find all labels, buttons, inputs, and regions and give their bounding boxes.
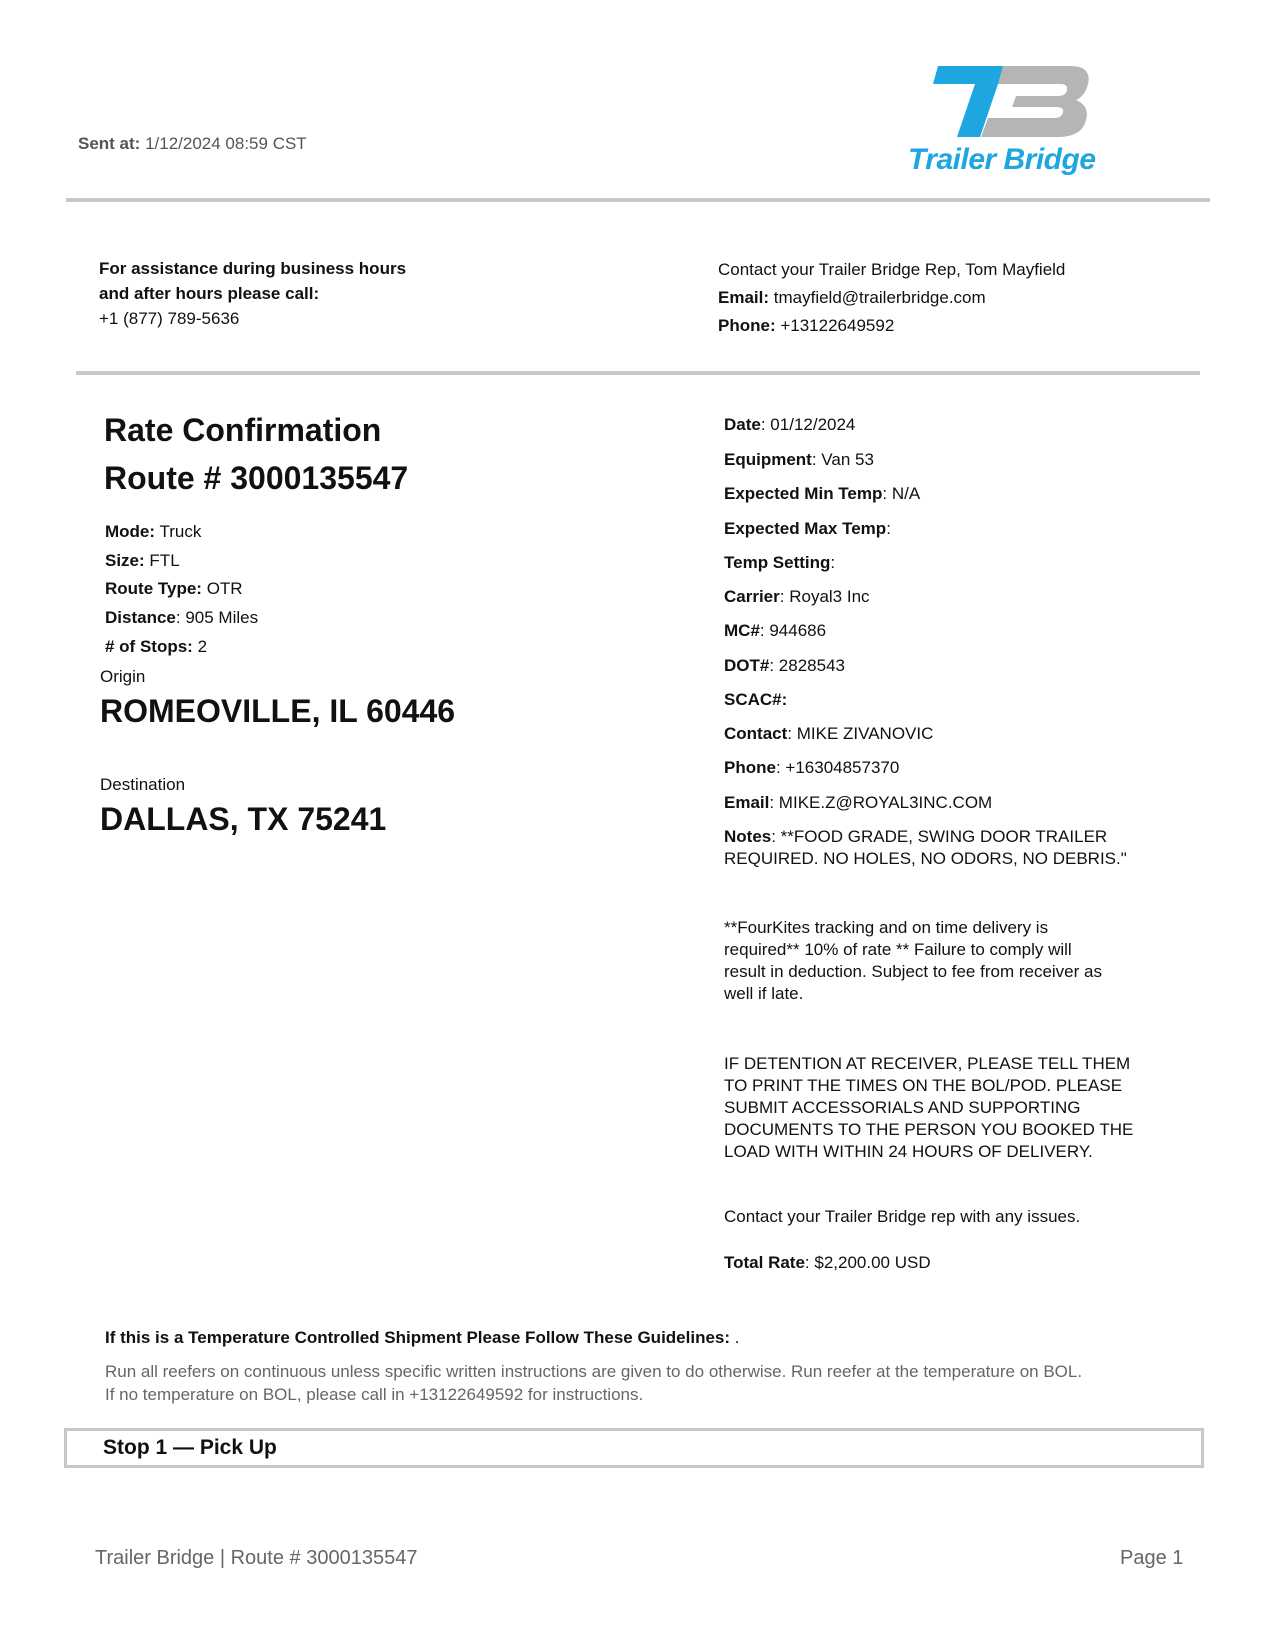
- rep-intro: Contact your Trailer Bridge Rep, Tom Mayfield: [718, 260, 1066, 279]
- assistance-line-1: For assistance during business hours: [99, 259, 407, 278]
- carrier-value: : Royal3 Inc: [779, 587, 870, 606]
- distance-label: Distance: [105, 608, 176, 628]
- size-value: FTL: [149, 550, 180, 570]
- mc-label: MC#: [724, 621, 760, 640]
- origin-value: ROMEOVILLE, IL 60446: [100, 693, 456, 729]
- detention-line: LOAD WITH WITHIN 24 HOURS OF DELIVERY.: [724, 1142, 1093, 1161]
- route-type-value: OTR: [206, 579, 243, 599]
- contact-value: : MIKE ZIVANOVIC: [787, 724, 934, 743]
- max-temp-label: Expected Max Temp: [724, 519, 887, 538]
- max-temp-row: [724, 519, 891, 539]
- temperature-line-2: If no temperature on BOL, please call in +13122649592 for instructions.: [105, 1385, 644, 1404]
- min-temp-row: [724, 484, 920, 504]
- min-temp-label: Expected Min Temp: [724, 484, 883, 503]
- total-rate-row: [724, 1253, 931, 1273]
- rep-email[interactable]: tmayfield@trailerbridge.com: [773, 288, 986, 307]
- rep-phone: +13122649592: [780, 316, 895, 335]
- destination-label: Destination: [100, 775, 186, 794]
- size-label: Size:: [105, 550, 145, 570]
- temperature-heading-suffix: .: [730, 1328, 740, 1347]
- equipment-label: Equipment: [724, 450, 812, 469]
- email-value: : MIKE.Z@ROYAL3INC.COM: [769, 793, 993, 812]
- equipment-row: [724, 450, 874, 470]
- notes-line-1: : **FOOD GRADE, SWING DOOR TRAILER: [771, 827, 1108, 846]
- dot-row: [724, 656, 845, 676]
- stops-label: # of Stops:: [105, 636, 193, 656]
- date-value: : 01/12/2024: [760, 415, 856, 434]
- temperature-guidelines-body: [105, 1360, 1185, 1406]
- date-row: [724, 415, 855, 435]
- fourkites-line: well if late.: [724, 984, 804, 1003]
- notes: [724, 826, 1164, 870]
- page-title: Rate Confirmation: [104, 412, 382, 448]
- max-temp-value: :: [886, 519, 891, 538]
- route-number: Route # 3000135547: [104, 460, 409, 496]
- route-details: [105, 518, 258, 662]
- fourkites-line: **FourKites tracking and on time delivery is: [724, 918, 1049, 937]
- sent-at: [78, 134, 307, 154]
- mode-value: Truck: [159, 522, 202, 541]
- date-label: Date: [724, 415, 761, 434]
- total-rate-label: Total Rate: [724, 1253, 805, 1272]
- total-rate-value: : $2,200.00 USD: [804, 1253, 931, 1272]
- assistance-block: [99, 256, 406, 331]
- phone-label: Phone: [724, 758, 776, 777]
- distance-value: : 905 Miles: [175, 608, 259, 628]
- notes-label: Notes: [724, 827, 772, 846]
- detention-note: [724, 1053, 1164, 1163]
- detention-line: TO PRINT THE TIMES ON THE BOL/POD. PLEASE: [724, 1076, 1123, 1095]
- temperature-guidelines-heading: [105, 1328, 740, 1348]
- carrier-label: Carrier: [724, 587, 780, 606]
- temp-setting-row: [724, 553, 835, 573]
- carrier-row: [724, 587, 870, 607]
- divider-middle: [76, 371, 1200, 375]
- sent-at-value: 1/12/2024 08:59 CST: [145, 134, 307, 153]
- scac-label: SCAC#:: [724, 690, 788, 709]
- contact-label: Contact: [724, 724, 788, 743]
- detention-line: SUBMIT ACCESSORIALS AND SUPPORTING: [724, 1098, 1081, 1117]
- temperature-heading-text: If this is a Temperature Controlled Shipment Please Follow These Guidelines:: [105, 1328, 731, 1347]
- temp-setting-value: :: [830, 553, 836, 572]
- stops-value: 2: [197, 636, 208, 656]
- destination-value: DALLAS, TX 75241: [100, 801, 387, 837]
- stop-title: Stop 1 — Pick Up: [103, 1436, 277, 1459]
- contact-rep-note: Contact your Trailer Bridge rep with any issues.: [724, 1207, 1081, 1226]
- origin-label: Origin: [100, 667, 146, 686]
- mode-label: Mode:: [105, 522, 156, 541]
- footer-route: Trailer Bridge | Route # 3000135547: [95, 1547, 418, 1569]
- assistance-line-2: and after hours please call:: [99, 284, 320, 303]
- scac-row: [724, 690, 787, 710]
- route-type-label: Route Type:: [105, 579, 202, 599]
- temperature-line-1: Run all reefers on continuous unless specific written instructions are given to do otherwise. Run reefer at the temperature on BOL.: [105, 1362, 1083, 1381]
- phone-value: : +16304857370: [775, 758, 900, 777]
- contact-row: [724, 724, 933, 744]
- temp-setting-label: Temp Setting: [724, 553, 831, 572]
- fourkites-line: result in deduction. Subject to fee from receiver as: [724, 962, 1102, 981]
- footer-page-number: Page 1: [1120, 1547, 1184, 1569]
- sent-at-label: Sent at:: [78, 134, 141, 153]
- equipment-value: : Van 53: [811, 450, 874, 469]
- logo-wordmark: Trailer Bridge: [908, 143, 1096, 176]
- fourkites-note: [724, 917, 1164, 1005]
- email-row: [724, 793, 992, 813]
- detention-line: DOCUMENTS TO THE PERSON YOU BOOKED THE: [724, 1120, 1134, 1139]
- rep-email-label: Email:: [718, 288, 770, 307]
- rep-phone-label: Phone:: [718, 316, 776, 335]
- assistance-phone: +1 (877) 789-5636: [99, 309, 240, 328]
- min-temp-value: : N/A: [882, 484, 921, 503]
- detention-line: IF DETENTION AT RECEIVER, PLEASE TELL THEM: [724, 1054, 1131, 1073]
- dot-value: : 2828543: [769, 656, 845, 675]
- dot-label: DOT#: [724, 656, 770, 675]
- mc-row: [724, 621, 826, 641]
- notes-line-2: REQUIRED. NO HOLES, NO ODORS, NO DEBRIS.": [724, 849, 1127, 868]
- phone-row: [724, 758, 899, 778]
- rep-contact-block: [718, 256, 1065, 340]
- divider-top: [66, 198, 1210, 202]
- fourkites-line: required** 10% of rate ** Failure to comply will: [724, 940, 1072, 959]
- mc-value: : 944686: [759, 621, 827, 640]
- email-label: Email: [724, 793, 770, 812]
